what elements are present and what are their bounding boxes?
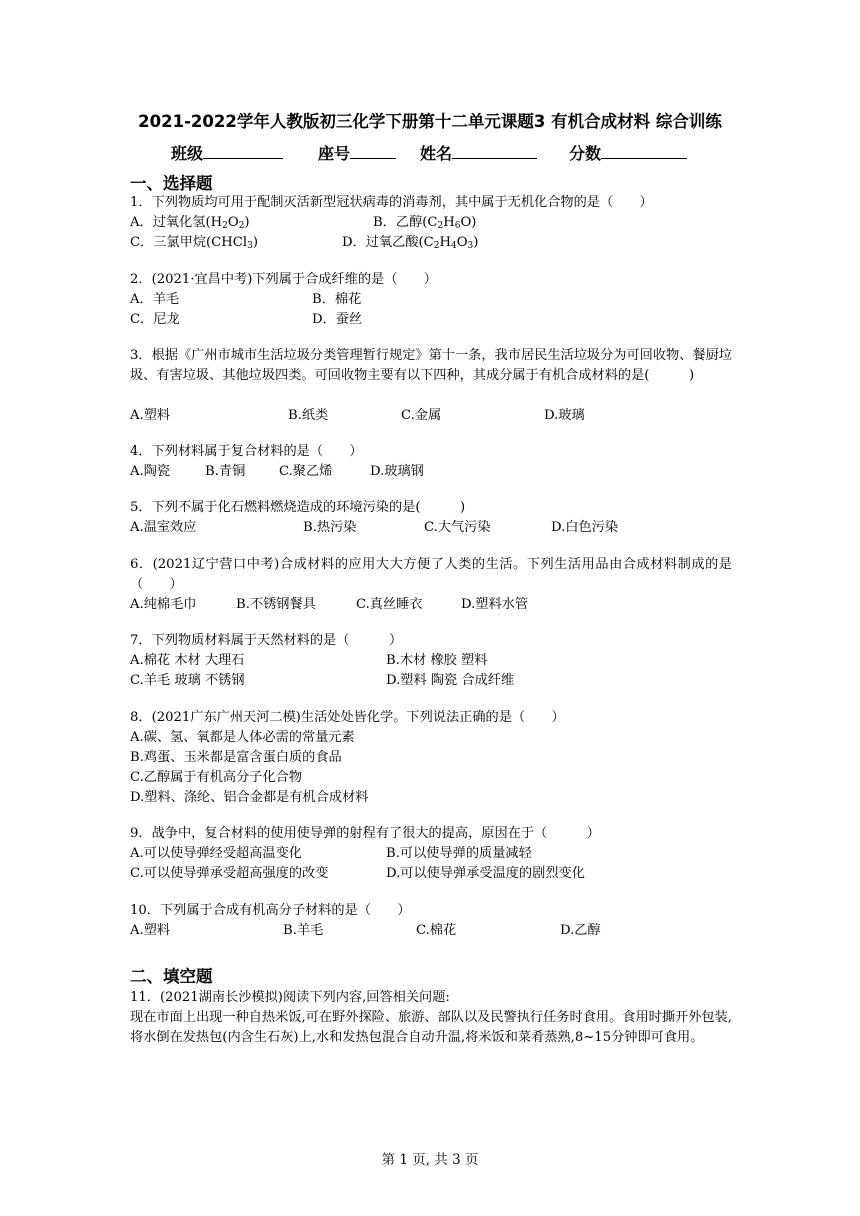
q8-option-c: C.乙醇属于有机高分子化合物 (130, 770, 303, 785)
page-footer: 第 1 页, 共 3 页 (381, 1152, 479, 1168)
q6-option-a: A.纯棉毛巾 (130, 597, 197, 612)
q8-stem: 8．(2021广东广州天河二模)生活处处皆化学。下列说法正确的是（ ） (130, 710, 565, 725)
q6-option-d: D.塑料水管 (461, 597, 529, 612)
seat-blank[interactable] (350, 141, 396, 159)
q11-passage: 现在市面上出现一种自热米饭,可在野外探险、旅游、部队以及民警执行任务时食用。食用时撕开外包装,将水倒在发热包(内含生石灰)上,水和发热包混合自动升温,将米饭和菜肴蒸熟,8~15分钟即可食用。 (130, 1010, 732, 1045)
score-label: 分数 (569, 144, 602, 163)
q1-option-c: C．三氯甲烷(CHCl$_3$) (130, 235, 258, 251)
q10-option-d: D.乙醇 (560, 923, 601, 938)
q11-stem: 11．(2021湖南长沙模拟)阅读下列内容,回答相关问题: (130, 990, 450, 1005)
q4-option-b: B.青铜 (205, 464, 246, 479)
q2-option-d: D．蚕丝 (312, 312, 363, 327)
q3-option-b: B.纸类 (288, 408, 329, 423)
q4-option-d: D.玻璃钢 (370, 464, 424, 479)
q2-stem: 2．(2021·宜昌中考)下列属于合成纤维的是（ ） (130, 272, 437, 287)
q7-option-a: A.棉花 木材 大理石 (130, 653, 245, 668)
seat-label: 座号 (318, 144, 351, 163)
section-fill-heading: 二、填空题 (130, 967, 213, 986)
q6-option-c: C.真丝睡衣 (356, 597, 423, 612)
q10-stem: 10．下列属于合成有机高分子材料的是（ ） (130, 903, 411, 918)
q3-option-d: D.玻璃 (544, 408, 585, 423)
q6-stem: 6．(2021辽宁营口中考)合成材料的应用大大方便了人类的生活。下列生活用品由合成材料制成的是（ ） (130, 557, 732, 592)
q2-option-a: A．羊毛 (130, 292, 180, 307)
section-choice-heading: 一、选择题 (130, 174, 213, 193)
q5-stem: 5．下列不属于化石燃料燃烧造成的环境污染的是( ) (130, 500, 466, 515)
q6-option-b: B.不锈钢餐具 (236, 597, 316, 612)
q3-option-c: C.金属 (401, 408, 442, 423)
q9-option-c: C.可以使导弹承受超高强度的改变 (130, 866, 329, 881)
q2-option-c: C．尼龙 (130, 312, 180, 327)
score-field (569, 141, 687, 164)
q7-stem: 7．下列物质材料属于天然材料的是（ ） (130, 633, 403, 648)
q1-stem: 1．下列物质均可用于配制灭活新型冠状病毒的消毒剂，其中属于无机化合物的是（ ） (130, 195, 653, 210)
page-title: 2021-2022学年人教版初三化学下册第十二单元课题3 有机合成材料 综合训练 (138, 112, 722, 131)
name-label: 姓名 (420, 144, 453, 163)
class-blank[interactable] (203, 141, 283, 159)
score-blank[interactable] (601, 141, 687, 159)
q2-option-b: B．棉花 (312, 292, 362, 307)
q1-option-b: B．乙醇$(C_2H_6O)$ (373, 215, 477, 231)
q5-option-c: C.大气污染 (424, 520, 491, 535)
q1-option-d: D．过氧乙酸$(C_2H_4O_3)$ (342, 235, 479, 251)
q8-option-b: B.鸡蛋、玉米都是富含蛋白质的食品 (130, 750, 342, 765)
q1-option-a: A．过氧化氢$(H_2O_2)$ (130, 215, 250, 231)
q4-option-c: C.聚乙烯 (279, 464, 333, 479)
q9-stem: 9．战争中，复合材料的使用使导弹的射程有了很大的提高，原因在于（ ） (130, 826, 600, 841)
q4-option-a: A.陶瓷 (130, 464, 171, 479)
q7-option-d: D.塑料 陶瓷 合成纤维 (386, 673, 515, 688)
q7-option-b: B.木材 橡胶 塑料 (386, 653, 488, 668)
name-blank[interactable] (452, 141, 537, 159)
q5-option-a: A.温室效应 (130, 520, 197, 535)
q5-option-b: B.热污染 (303, 520, 357, 535)
q9-option-d: D.可以使导弹承受温度的剧烈变化 (386, 866, 585, 881)
q10-option-c: C.棉花 (416, 923, 457, 938)
class-field (171, 141, 283, 164)
q3-stem: 3．根据《广州市城市生活垃圾分类管理暂行规定》第十一条，我市居民生活垃圾分为可回收物、餐厨垃圾、有害垃圾、其他垃圾四类。可回收物主要有以下四种，其成分属于有机合成材料的是( ) (130, 348, 732, 383)
q10-option-b: B.羊毛 (283, 923, 324, 938)
q5-option-d: D.白色污染 (551, 520, 619, 535)
q9-option-b: B.可以使导弹的质量减轻 (386, 846, 532, 861)
q7-option-c: C.羊毛 玻璃 不锈钢 (130, 673, 245, 688)
q4-stem: 4．下列材料属于复合材料的是（ ） (130, 444, 363, 459)
name-field (420, 141, 537, 164)
seat-field (318, 141, 396, 164)
q8-option-a: A.碳、氢、氧都是人体必需的常量元素 (130, 730, 355, 745)
q3-option-a: A.塑料 (130, 408, 171, 423)
q8-option-d: D.塑料、涤纶、铝合金都是有机合成材料 (130, 790, 369, 805)
q10-option-a: A.塑料 (130, 923, 171, 938)
q9-option-a: A.可以使导弹经受超高温变化 (130, 846, 302, 861)
class-label: 班级 (171, 144, 204, 163)
